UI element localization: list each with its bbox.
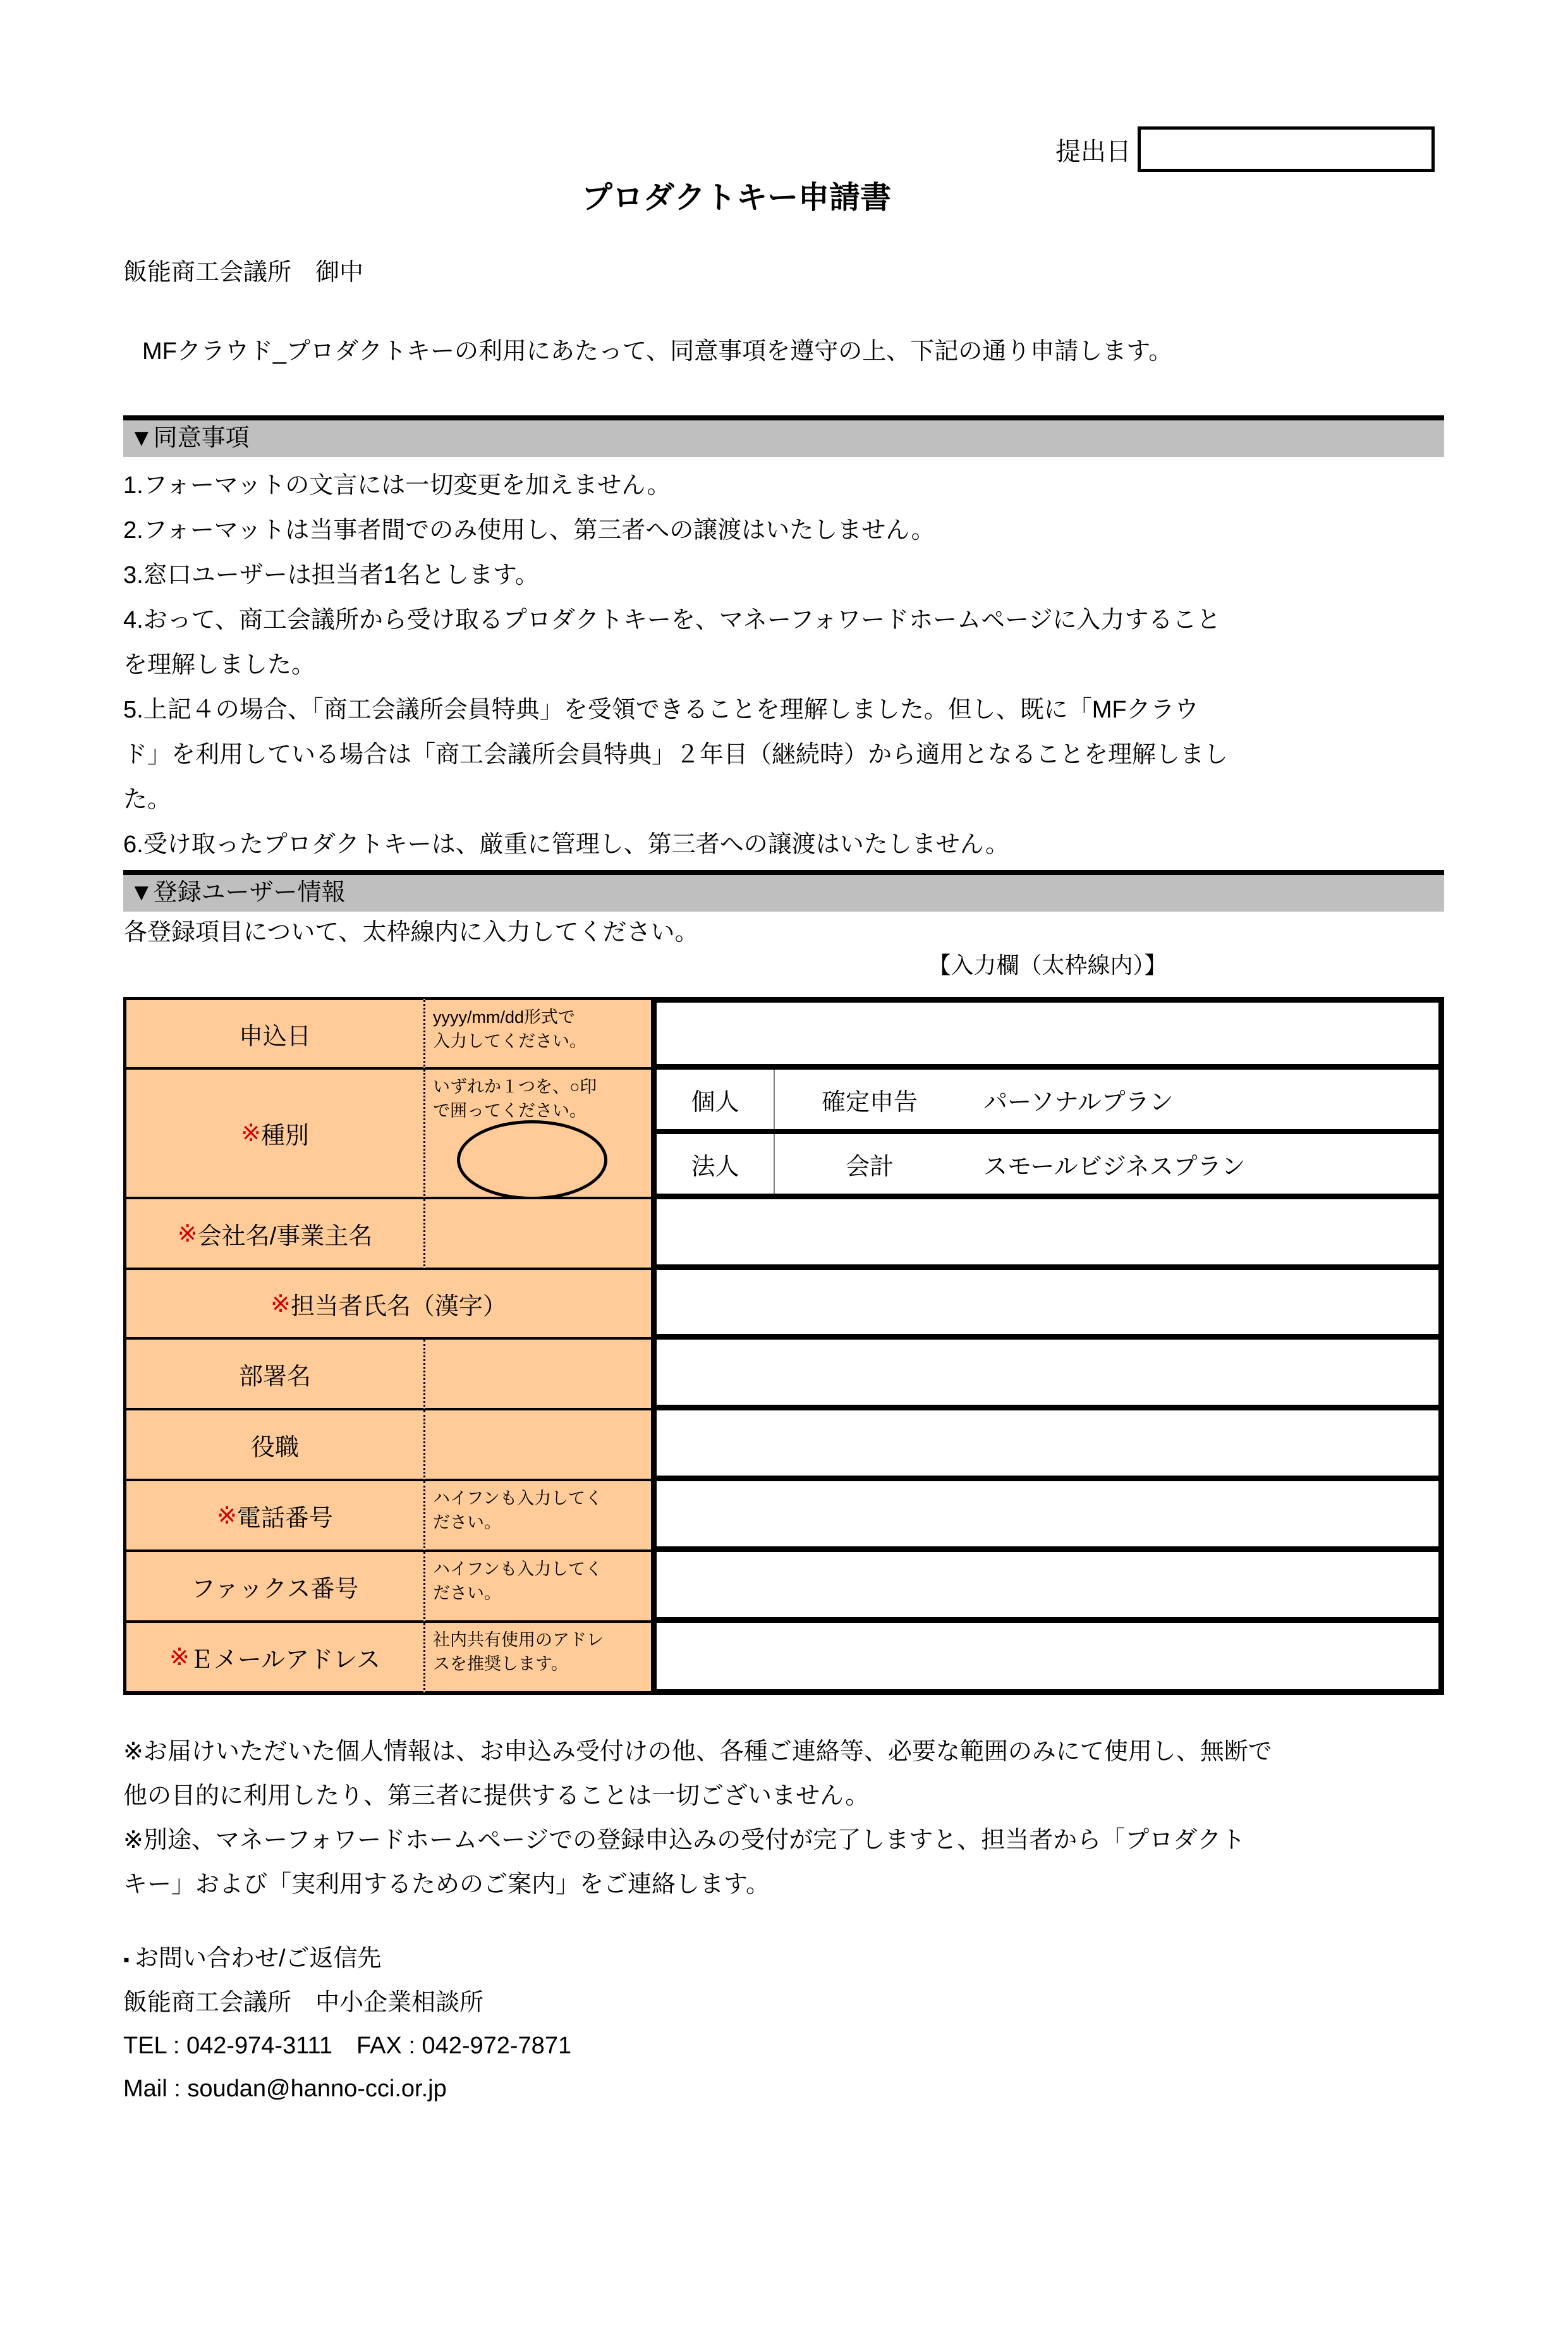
row-note-line: 入力してください。: [433, 1032, 586, 1051]
row-note: [423, 1623, 651, 1695]
plan-option-individual[interactable]: [657, 1070, 1438, 1134]
contact-heading: お問い合わせ/ご返信先: [134, 1945, 382, 1972]
row-note-line: ハイフンも入力してく: [433, 1560, 603, 1579]
submission-date-row: [123, 123, 1444, 175]
registration-table: [123, 997, 1444, 1695]
input-cell-4[interactable]: [651, 1340, 1444, 1410]
contact-heading-line: [123, 1937, 1444, 1981]
input-cell-3[interactable]: [651, 1270, 1444, 1340]
agreement-item-1: 1.フォーマットの文言には一切変更を加えません。: [123, 472, 671, 499]
row-note: [423, 1070, 651, 1199]
row-label: [123, 1270, 651, 1340]
agreement-item-4: 4.おって、商工会議所から受け取るプロダクトキーを、マネーフォワードホームページに入力すること: [123, 607, 1221, 633]
row-label-text: 種別: [260, 1123, 309, 1149]
intro-text: MFクラウド_プロダクトキーの利用にあたって、同意事項を遵守の上、下記の通り申請します。: [142, 338, 1173, 365]
row-note: [423, 1340, 651, 1410]
agreement-item-6: 6.受け取ったプロダクトキーは、厳重に管理し、第三者への譲渡はいたしません。: [123, 831, 1009, 858]
required-mark: ※: [217, 1502, 237, 1529]
input-cell-7[interactable]: [651, 1552, 1444, 1623]
selection-circle[interactable]: [457, 1120, 607, 1200]
agreement-item-5: 5.上記４の場合、「商工会議所会員特典」を受領できることを理解しました。但し、既に「MFクラウ: [123, 697, 1199, 723]
row-note: [423, 1481, 651, 1552]
table-row: [123, 1552, 1444, 1623]
footnote-1-cont: 他の目的に利用したり、第三者に提供することは一切ございません。: [123, 1783, 870, 1809]
row-label-text: 部署名: [238, 1363, 311, 1390]
row-note: [423, 1410, 651, 1481]
row-label-text: 役職: [250, 1434, 299, 1461]
row-label: [123, 1410, 423, 1481]
agreement-item-3: 3.窓口ユーザーは担当者1名とします。: [123, 562, 539, 589]
footnote-2: ※別途、マネーフォワードホームページでの登録申込みの受付が完了しますと、担当者から「プロダクト: [123, 1827, 1246, 1854]
table-row: [123, 1481, 1444, 1552]
input-area-caption: 【入力欄（太枠線内）】: [928, 952, 1167, 978]
row-note-line: ハイフンも入力してく: [433, 1489, 603, 1508]
plan-product-label: 確定申告: [821, 1089, 918, 1116]
table-row: [123, 997, 1444, 1070]
row-label-text: 申込日: [238, 1023, 311, 1050]
addressee: 飯能商工会議所 御中: [123, 259, 364, 286]
row-note-line: 社内共有使用のアドレ: [433, 1630, 604, 1649]
table-row: [123, 1623, 1444, 1695]
table-row: [123, 1340, 1444, 1410]
registration-section-header: ▼登録ユーザー情報: [123, 870, 1444, 912]
submission-date-label: 提出日: [1055, 137, 1131, 166]
footnotes: [123, 1730, 1444, 1907]
row-note-line: で囲ってください。: [433, 1101, 586, 1120]
registration-instruction: 各登録項目について、太枠線内に入力してください。: [123, 919, 699, 946]
row-note-line: ださい。: [433, 1584, 501, 1603]
row-label: [123, 1199, 423, 1270]
row-label: [123, 1070, 423, 1199]
application-form-page: [123, 123, 1444, 2110]
row-note: [423, 1552, 651, 1623]
plan-type-label: 法人: [657, 1134, 775, 1194]
input-cell-0[interactable]: [651, 997, 1444, 1070]
row-label-text: 会社名/事業主名: [197, 1223, 373, 1250]
input-cell-6[interactable]: [651, 1481, 1444, 1552]
plan-product-label: 会計: [845, 1153, 894, 1180]
row-label-text: ファックス番号: [191, 1575, 359, 1603]
row-note: [423, 997, 651, 1070]
submission-date-box[interactable]: [1138, 126, 1435, 172]
plan-option-corporate[interactable]: [657, 1134, 1438, 1194]
row-label-text: 電話番号: [236, 1505, 333, 1532]
contact-organization: 飯能商工会議所 中小企業相談所: [123, 1989, 484, 2016]
row-note: [423, 1199, 651, 1270]
contact-mail: Mail : soudan@hanno-cci.or.jp: [123, 2075, 447, 2102]
footnote-2-cont: キー」および「実利用するためのご案内」をご連絡します。: [123, 1871, 770, 1898]
row-label: [123, 997, 423, 1070]
plan-name-label: スモールビジネスプラン: [983, 1153, 1246, 1180]
table-row: [123, 1270, 1444, 1340]
plan-name-label: パーソナルプラン: [983, 1089, 1174, 1116]
footnote-1: ※お届けいただいた個人情報は、お申込み受付けの他、各種ご連絡等、必要な範囲のみにて使用し、無断で: [123, 1739, 1272, 1765]
agreement-item-5-cont: ド」を利用している場合は「商工会議所会員特典」２年目（継続時）から適用となることを理解しまし: [123, 742, 1229, 768]
table-row: [123, 1199, 1444, 1270]
row-label: [123, 1552, 423, 1623]
contact-section: [123, 1937, 1444, 2110]
input-cell-2[interactable]: [651, 1199, 1444, 1270]
input-cell-1: [651, 1070, 1444, 1199]
contact-tel-fax: TEL : 042-974-3111 FAX : 042-972-7871: [123, 2032, 572, 2059]
agreement-section-header: ▼同意事項: [123, 415, 1444, 457]
row-label-text: 担当者氏名（漢字）: [290, 1293, 507, 1320]
required-mark: ※: [241, 1120, 261, 1147]
table-row: [123, 1070, 1444, 1199]
required-mark: ※: [169, 1644, 190, 1671]
row-label: [123, 1481, 423, 1552]
row-note-line: ださい。: [433, 1513, 501, 1532]
agreement-list: [123, 463, 1444, 867]
required-mark: ※: [177, 1220, 198, 1247]
row-note-line: いずれか１つを、○印: [433, 1077, 597, 1096]
table-row: [123, 1410, 1444, 1481]
row-label-text: Ｅメールアドレス: [189, 1646, 380, 1673]
agreement-item-5-cont: た。: [123, 786, 172, 813]
row-note-line: yyyy/mm/dd形式で: [433, 1008, 576, 1027]
required-mark: ※: [270, 1290, 291, 1317]
square-bullet-icon: ▪: [123, 1949, 130, 1969]
input-cell-8[interactable]: [651, 1623, 1444, 1695]
row-label: [123, 1623, 423, 1695]
agreement-item-4-cont: を理解しました。: [123, 652, 316, 678]
plan-type-label: 個人: [657, 1070, 775, 1129]
row-label: [123, 1340, 423, 1410]
input-cell-5[interactable]: [651, 1410, 1444, 1481]
agreement-item-2: 2.フォーマットは当事者間でのみ使用し、第三者への譲渡はいたしません。: [123, 517, 935, 544]
page-title: プロダクトキー申請書: [581, 181, 891, 215]
row-note-line: スを推奨します。: [433, 1654, 568, 1673]
